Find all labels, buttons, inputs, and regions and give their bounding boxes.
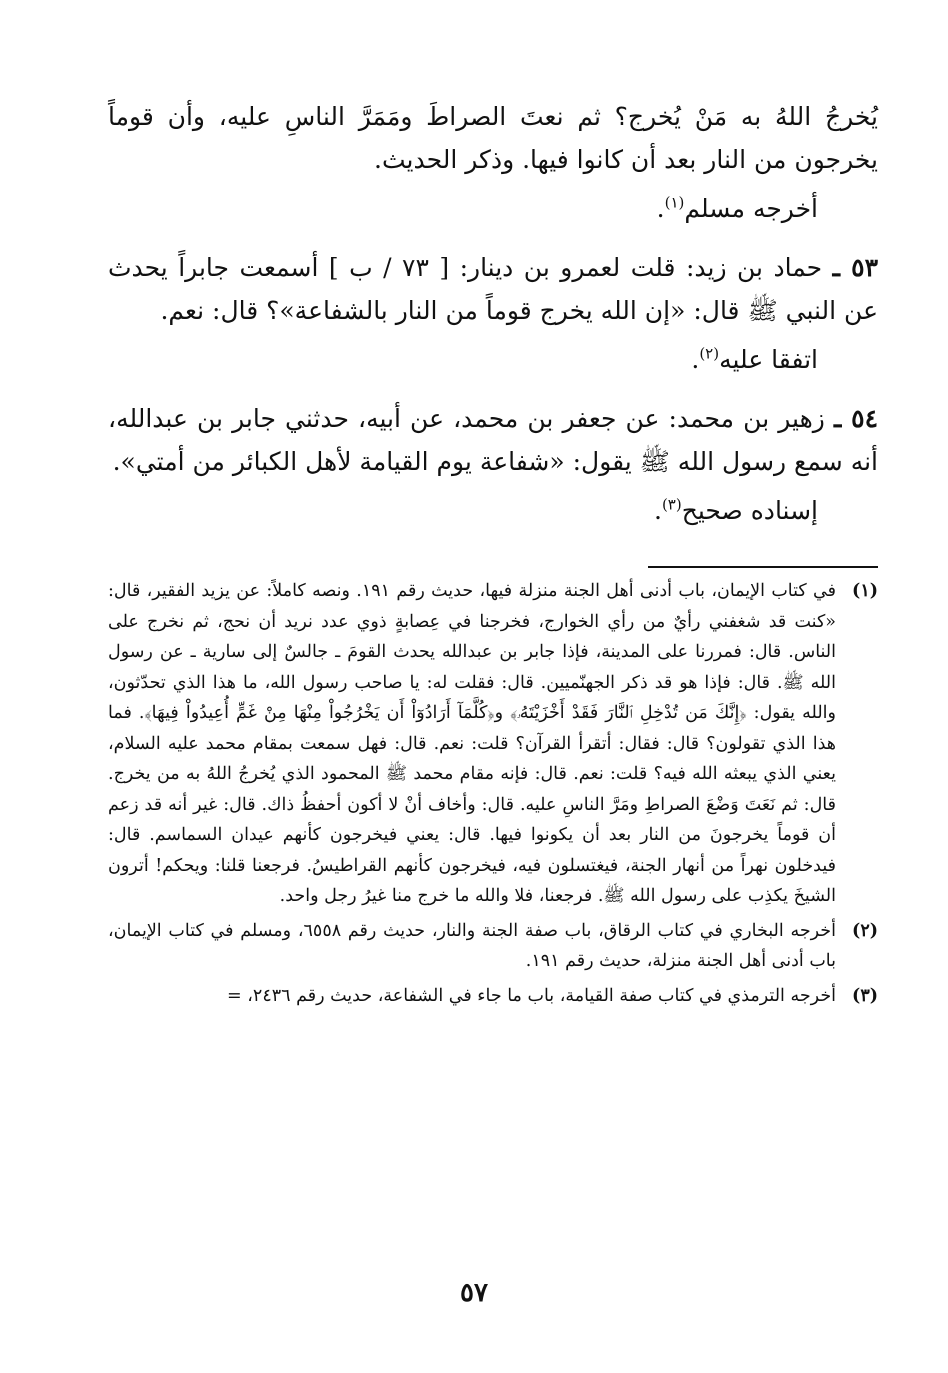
footnote-text: أخرجه الترمذي في كتاب صفة القيامة، باب ما جاء في الشفاعة، حديث رقم ٢٤٣٦، = <box>227 985 836 1006</box>
reference-text: أخرجه مسلم <box>684 194 818 223</box>
reference-text: إسناده صحيح <box>681 496 818 525</box>
page-number: ٥٧ <box>460 1278 488 1308</box>
hadith-text-53: حماد بن زيد: قلت لعمرو بن دينار: [ ٧٣ / ب ] أسمعت جابراً يحدث عن النبي ﷺ قال: «إن الله يخرج قوماً من النار بالشفاعة»؟ قال: نعم. <box>108 253 878 325</box>
footnotes <box>108 576 878 1011</box>
footnote-marker-1[interactable]: (١) <box>664 193 685 212</box>
period: . <box>691 345 700 374</box>
footnote-2 <box>108 916 878 977</box>
footnote-mark: (٣) <box>852 985 878 1006</box>
footnote-mark: (١) <box>852 581 878 601</box>
hadith-number-53: ٥٣ ـ <box>832 253 879 282</box>
footnote-3 <box>108 981 878 1012</box>
period: . <box>656 194 665 223</box>
footnote-marker-3[interactable]: (٣) <box>661 495 682 514</box>
reference-agreed <box>108 338 878 381</box>
hadith-text-54: زهير بن محمد: عن جعفر بن محمد، عن أبيه، حدثني جابر بن عبدالله، أنه سمع رسول الله ﷺ يقول: «شفاعة يوم القيامة لأهل الكبائر من أمتي». <box>108 404 878 476</box>
hadith-53 <box>108 246 878 332</box>
reference-isnad <box>108 489 878 532</box>
footnote-text: في كتاب الإيمان، باب أدنى أهل الجنة منزلة فيها، حديث رقم ١٩١. ونصه كاملاً: عن يزيد الفقير، قال: «كنت قد شغفني رأيٌ من رأي الخوارج، فخرجنا في عِصابةٍ ذوي عدد نريد أن نحج، ثم نخرج على الناس. قال: فمررنا على المدينة، فإذا جابر بن عبدالله يحدث القومَ ـ جالسٌ إلى سارية ـ عن رسول الله ﷺ. قال: فإذا هو قد ذكر الجهنّميين. قال: فقلت له: يا صاحب رسول الله، ما هذا الذي تحدّثون، والله يقول: ﴿إِنَّكَ مَن تُدْخِلِ ٱلنَّارَ فَقَدْ أَخْزَيْتَهُۥ﴾ و﴿كُلَّمَآ أَرَادُوٓاْ أَن يَخْرُجُواْ مِنْهَا مِنْ غَمٍّ أُعِيدُواْ فِيهَا﴾. فما هذا الذي تقولون؟ قال: فقال: أتقرأ القرآن؟ قلت: نعم. قال: فهل سمعت بمقام محمد عليه السلام، يعني الذي يبعثه الله فيه؟ قلت: نعم. قال: فإنه مقام محمد ﷺ المحمود الذي يُخرجُ اللهُ به من يخرج. قال: ثم نَعَتَ وَضْعَ الصراطِ ومَرَّ الناسِ عليه. قال: وأخاف أنْ لا أكون أحفظُ ذاك. قال: غير أنه قد زعم أن قوماً يخرجونَ من النار بعد أن يكونوا فيها. قال: يعني فيخرجون كأنهم عيدان السماسم. قال: فيدخلون نهراً من أنهار الجنة، فيغتسلون فيه، فيخرجون كأنهم القراطيسُ. فرجعنا قلنا: ويحكم! أترون الشيخَ يكذِب على رسول الله ﷺ. فرجعنا، فلا والله ما خرج منا غيرُ رجل واحد. <box>108 581 836 906</box>
footnote-1 <box>108 576 878 912</box>
paragraph-continuation: يُخرجُ اللهُ به مَنْ يُخرج؟ ثم نعتَ الصراطَ ومَمَرَّ الناسِ عليه، وأن قوماً يخرجون من النار بعد أن كانوا فيها. وذكر الحديث. <box>108 102 878 174</box>
page-body <box>108 95 878 1011</box>
footnote-divider <box>648 566 878 568</box>
reference-muslim <box>108 187 878 230</box>
footnote-text: أخرجه البخاري في كتاب الرقاق، باب صفة الجنة والنار، حديث رقم ٦٥٥٨، ومسلم في كتاب الإيمان، باب أدنى أهل الجنة منزلة، حديث رقم ١٩١. <box>108 920 836 971</box>
hadith-54 <box>108 397 878 483</box>
footnote-mark: (٢) <box>852 920 878 941</box>
reference-text: اتفقا عليه <box>719 345 818 374</box>
main-text <box>108 95 878 532</box>
footnote-marker-2[interactable]: (٢) <box>699 344 720 363</box>
hadith-number-54: ٥٤ ـ <box>833 404 879 433</box>
period: . <box>653 496 662 525</box>
